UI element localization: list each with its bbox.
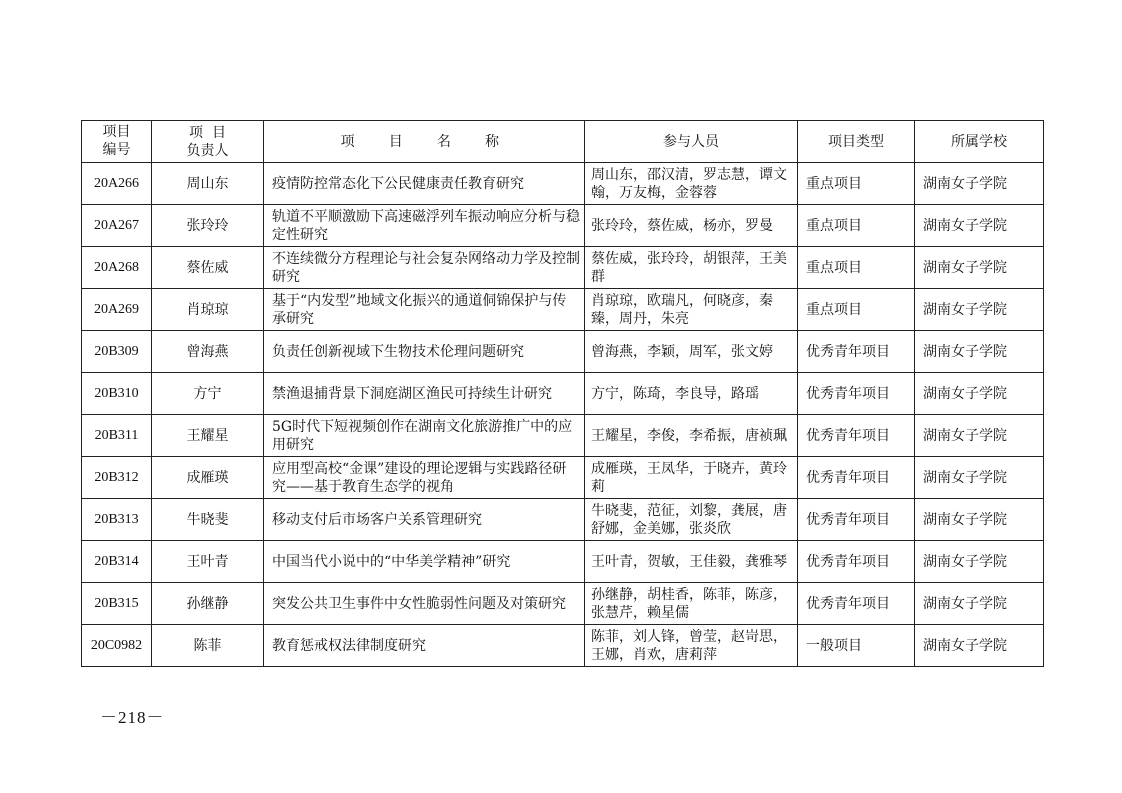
cell-lead: 孙继静 [152,583,264,625]
cell-code: 20B311 [82,415,152,457]
header-type [798,121,915,163]
cell-project-type: 优秀青年项目 [798,457,915,499]
cell-project-type: 优秀青年项目 [798,583,915,625]
cell-code: 20B315 [82,583,152,625]
cell-project-type: 重点项目 [798,247,915,289]
cell-lead: 方宁 [152,373,264,415]
cell-lead: 曾海燕 [152,331,264,373]
header-code [82,121,152,163]
header-members-label: 参与人员 [663,133,719,150]
cell-school: 湖南女子学院 [915,373,1044,415]
header-lead-line2: 负责人 [186,142,229,159]
cell-code: 20A267 [82,205,152,247]
header-row [82,121,1044,163]
cell-project-name: 应用型高校“金课”建设的理论逻辑与实践路径研究——基于教育生态学的视角 [264,457,585,499]
cell-school: 湖南女子学院 [915,499,1044,541]
table-row [82,499,1044,541]
header-lead-line1: 项 目 [189,124,226,141]
table-body [82,163,1044,667]
cell-school: 湖南女子学院 [915,289,1044,331]
table-row [82,541,1044,583]
table-row [82,625,1044,667]
cell-code: 20B313 [82,499,152,541]
table-header [82,121,1044,163]
cell-code: 20B312 [82,457,152,499]
cell-project-name: 5G时代下短视频创作在湖南文化旅游推广中的应用研究 [264,415,585,457]
cell-members: 张玲玲，蔡佐威，杨亦，罗曼 [585,205,798,247]
cell-project-type: 优秀青年项目 [798,499,915,541]
cell-code: 20B309 [82,331,152,373]
header-school [915,121,1044,163]
cell-project-type: 优秀青年项目 [798,415,915,457]
cell-school: 湖南女子学院 [915,415,1044,457]
header-type-label: 项目类型 [828,133,884,150]
cell-lead: 蔡佐威 [152,247,264,289]
cell-members: 蔡佐威，张玲玲，胡银萍，王美群 [585,247,798,289]
cell-lead: 周山东 [152,163,264,205]
cell-school: 湖南女子学院 [915,583,1044,625]
cell-lead: 陈菲 [152,625,264,667]
cell-project-name: 移动支付后市场客户关系管理研究 [264,499,585,541]
project-table [81,120,1044,667]
table-row [82,163,1044,205]
cell-project-name: 教育惩戒权法律制度研究 [264,625,585,667]
page-number: －218－ [100,708,165,727]
cell-code: 20B310 [82,373,152,415]
cell-code: 20C0982 [82,625,152,667]
table-row [82,205,1044,247]
cell-project-type: 重点项目 [798,205,915,247]
cell-project-name: 负责任创新视域下生物技术伦理问题研究 [264,331,585,373]
cell-members: 周山东，邵汉清，罗志慧，谭文翰，万友梅，金蓉蓉 [585,163,798,205]
cell-school: 湖南女子学院 [915,625,1044,667]
cell-project-type: 优秀青年项目 [798,373,915,415]
cell-lead: 成雁瑛 [152,457,264,499]
cell-project-name: 疫情防控常态化下公民健康责任教育研究 [264,163,585,205]
header-code-line1: 项目 [102,124,131,140]
cell-code: 20A266 [82,163,152,205]
table-row [82,583,1044,625]
cell-members: 成雁瑛，王凤华，于晓卉，黄玲莉 [585,457,798,499]
cell-project-name: 中国当代小说中的“中华美学精神”研究 [264,541,585,583]
cell-lead: 张玲玲 [152,205,264,247]
cell-members: 陈菲，刘人锋，曾莹，赵岢思，王娜，肖欢，唐莉萍 [585,625,798,667]
cell-project-name: 轨道不平顺激励下高速磁浮列车振动响应分析与稳定性研究 [264,205,585,247]
cell-school: 湖南女子学院 [915,457,1044,499]
cell-lead: 肖琼琼 [152,289,264,331]
header-members [585,121,798,163]
cell-project-type: 优秀青年项目 [798,541,915,583]
table-row [82,247,1044,289]
header-lead [152,121,264,163]
cell-project-name: 不连续微分方程理论与社会复杂网络动力学及控制研究 [264,247,585,289]
cell-members: 王耀星，李俊，李希振，唐祯珮 [585,415,798,457]
table-row [82,289,1044,331]
table-row [82,415,1044,457]
cell-code: 20A268 [82,247,152,289]
cell-school: 湖南女子学院 [915,331,1044,373]
cell-school: 湖南女子学院 [915,205,1044,247]
cell-project-type: 优秀青年项目 [798,331,915,373]
cell-project-name: 基于“内发型”地域文化振兴的通道侗锦保护与传承研究 [264,289,585,331]
table-row [82,331,1044,373]
header-name [264,121,585,163]
cell-members: 孙继静，胡桂香，陈菲，陈彦，张慧芹，赖星儒 [585,583,798,625]
header-code-line2: 编号 [102,142,131,158]
cell-lead: 王耀星 [152,415,264,457]
cell-members: 曾海燕，李颖，周军，张文婷 [585,331,798,373]
header-school-label: 所属学校 [951,133,1007,150]
table-row [82,373,1044,415]
cell-lead: 王叶青 [152,541,264,583]
cell-members: 方宁，陈琦，李良导，路瑶 [585,373,798,415]
header-name-label: 项 目 名 称 [340,133,508,150]
cell-school: 湖南女子学院 [915,163,1044,205]
table-row [82,457,1044,499]
cell-project-name: 突发公共卫生事件中女性脆弱性问题及对策研究 [264,583,585,625]
cell-code: 20A269 [82,289,152,331]
cell-school: 湖南女子学院 [915,247,1044,289]
cell-project-type: 重点项目 [798,163,915,205]
cell-project-type: 重点项目 [798,289,915,331]
cell-school: 湖南女子学院 [915,541,1044,583]
cell-lead: 牛晓斐 [152,499,264,541]
cell-members: 牛晓斐，范征，刘黎，龚展，唐舒娜，金美娜，张炎欣 [585,499,798,541]
cell-project-name: 禁渔退捕背景下洞庭湖区渔民可持续生计研究 [264,373,585,415]
cell-project-type: 一般项目 [798,625,915,667]
cell-members: 肖琼琼，欧瑞凡，何晓彦，秦臻，周丹，朱亮 [585,289,798,331]
cell-members: 王叶青，贺敏，王佳毅，龚雅琴 [585,541,798,583]
cell-code: 20B314 [82,541,152,583]
